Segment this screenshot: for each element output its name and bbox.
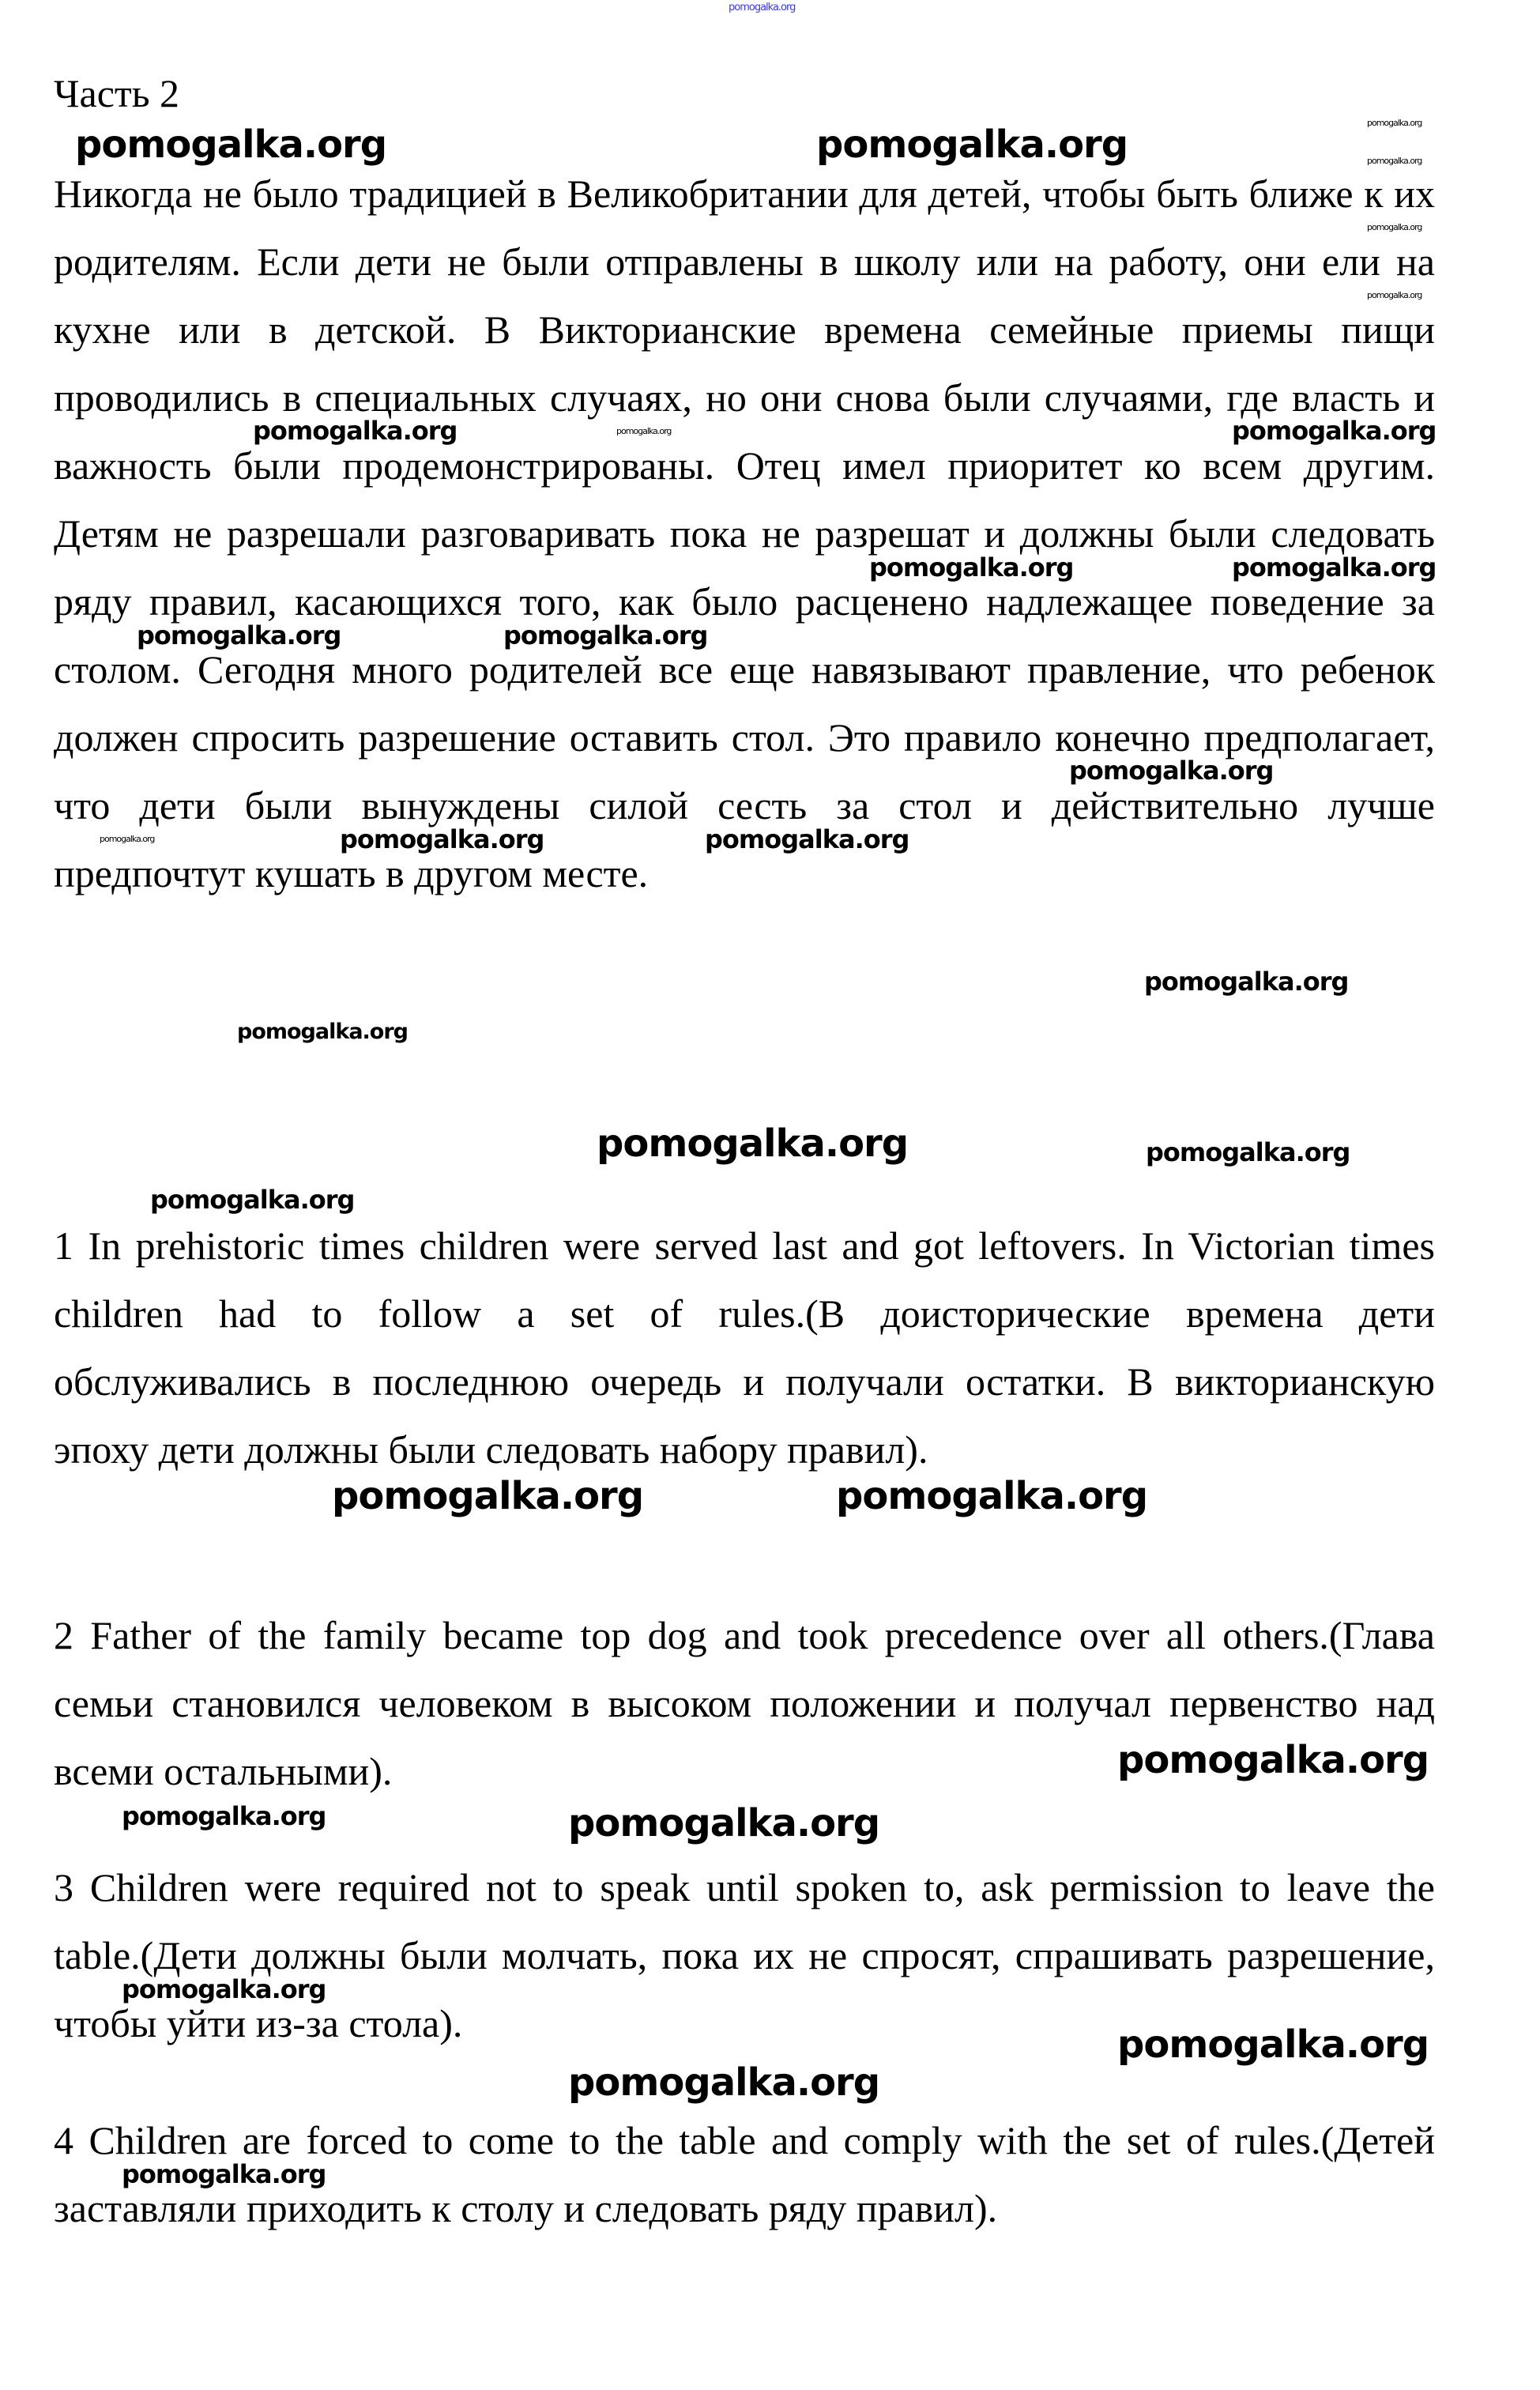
watermark: pomogalka.org xyxy=(568,2060,880,2105)
watermark: pomogalka.org xyxy=(1144,967,1349,997)
watermark: pomogalka.org xyxy=(1367,156,1422,166)
watermark: pomogalka.org xyxy=(1367,118,1422,128)
watermark: pomogalka.org xyxy=(100,834,155,844)
watermark: pomogalka.org xyxy=(1232,552,1436,582)
watermark: pomogalka.org xyxy=(1232,416,1436,446)
watermark: pomogalka.org xyxy=(1069,756,1274,786)
answer-4: 4 Children are forced to come to the table and comply with the set of rules.(Детей заставляли приходить к столу и следовать ряду правил). xyxy=(54,2118,1435,2230)
watermark: pomogalka.org xyxy=(1367,222,1422,232)
watermark: pomogalka.org xyxy=(332,1474,644,1518)
watermark: pomogalka.org xyxy=(816,123,1128,167)
watermark: pomogalka.org xyxy=(122,1974,326,2004)
watermark: pomogalka.org xyxy=(616,426,672,436)
answer-1: 1 In prehistoric times children were served last and got leftovers. In Victorian times children had to follow a set of rules.(В доисторические времена дети обслуживались в последнюю очередь и получали остатки. В викторианскую эпоху дети должны были следовать набору правил). xyxy=(54,1223,1435,1472)
watermark: pomogalka.org xyxy=(237,1020,408,1044)
answer-3: 3 Children were required not to speak until spoken to, ask permission to leave the table.(Дети должны были молчать, пока их не спросят, спрашивать разрешение, чтобы уйти из-за стола). xyxy=(54,1865,1435,2045)
watermark: pomogalka.org xyxy=(150,1185,355,1215)
watermark: pomogalka.org xyxy=(122,2159,326,2189)
watermark: pomogalka.org xyxy=(122,1801,326,1831)
watermark: pomogalka.org xyxy=(340,824,544,854)
watermark: pomogalka.org xyxy=(75,123,387,167)
watermark: pomogalka.org xyxy=(1117,1738,1429,1782)
watermark: pomogalka.org xyxy=(253,416,457,446)
watermark: pomogalka.org xyxy=(836,1474,1148,1518)
watermark: pomogalka.org xyxy=(568,1801,880,1845)
watermark: pomogalka.org xyxy=(1367,290,1422,300)
watermark: pomogalka.org xyxy=(729,2,796,13)
main-paragraph: Никогда не было традицией в Великобритании для детей, чтобы быть ближе к их родителям. Если дети не были отправлены в школу или на работу, они ели на кухне или в детской. В Викторианские времена семейные приемы пищи проводились в специальных случаях, но они снова были случаями, где власть и важность были продемонстрированы. Отец имел приоритет ко всем другим. Детям не разрешали разговаривать пока не разрешат и должны были следовать ряду правил, касающихся того, как было расценено надлежащее поведение за столом. Сегодня много родителей все еще навязывают правление, что ребенок должен спросить разрешение оставить стол. Это правило конечно предполагает, что дети были вынуждены силой сесть за стол и действительно лучше предпочтут кушать в другом месте. xyxy=(54,172,1435,895)
watermark: pomogalka.org xyxy=(503,620,708,650)
watermark: pomogalka.org xyxy=(1117,2022,1429,2067)
section-title: Часть 2 xyxy=(54,71,180,115)
watermark: pomogalka.org xyxy=(137,620,341,650)
answer-2: 2 Father of the family became top dog and took precedence over all others.(Глава семьи становился человеком в высоком положении и получал первенство над всеми остальными). xyxy=(54,1613,1435,1793)
watermark: pomogalka.org xyxy=(597,1121,909,1166)
watermark: pomogalka.org xyxy=(1146,1137,1350,1167)
watermark: pomogalka.org xyxy=(705,824,909,854)
watermark: pomogalka.org xyxy=(869,552,1074,582)
